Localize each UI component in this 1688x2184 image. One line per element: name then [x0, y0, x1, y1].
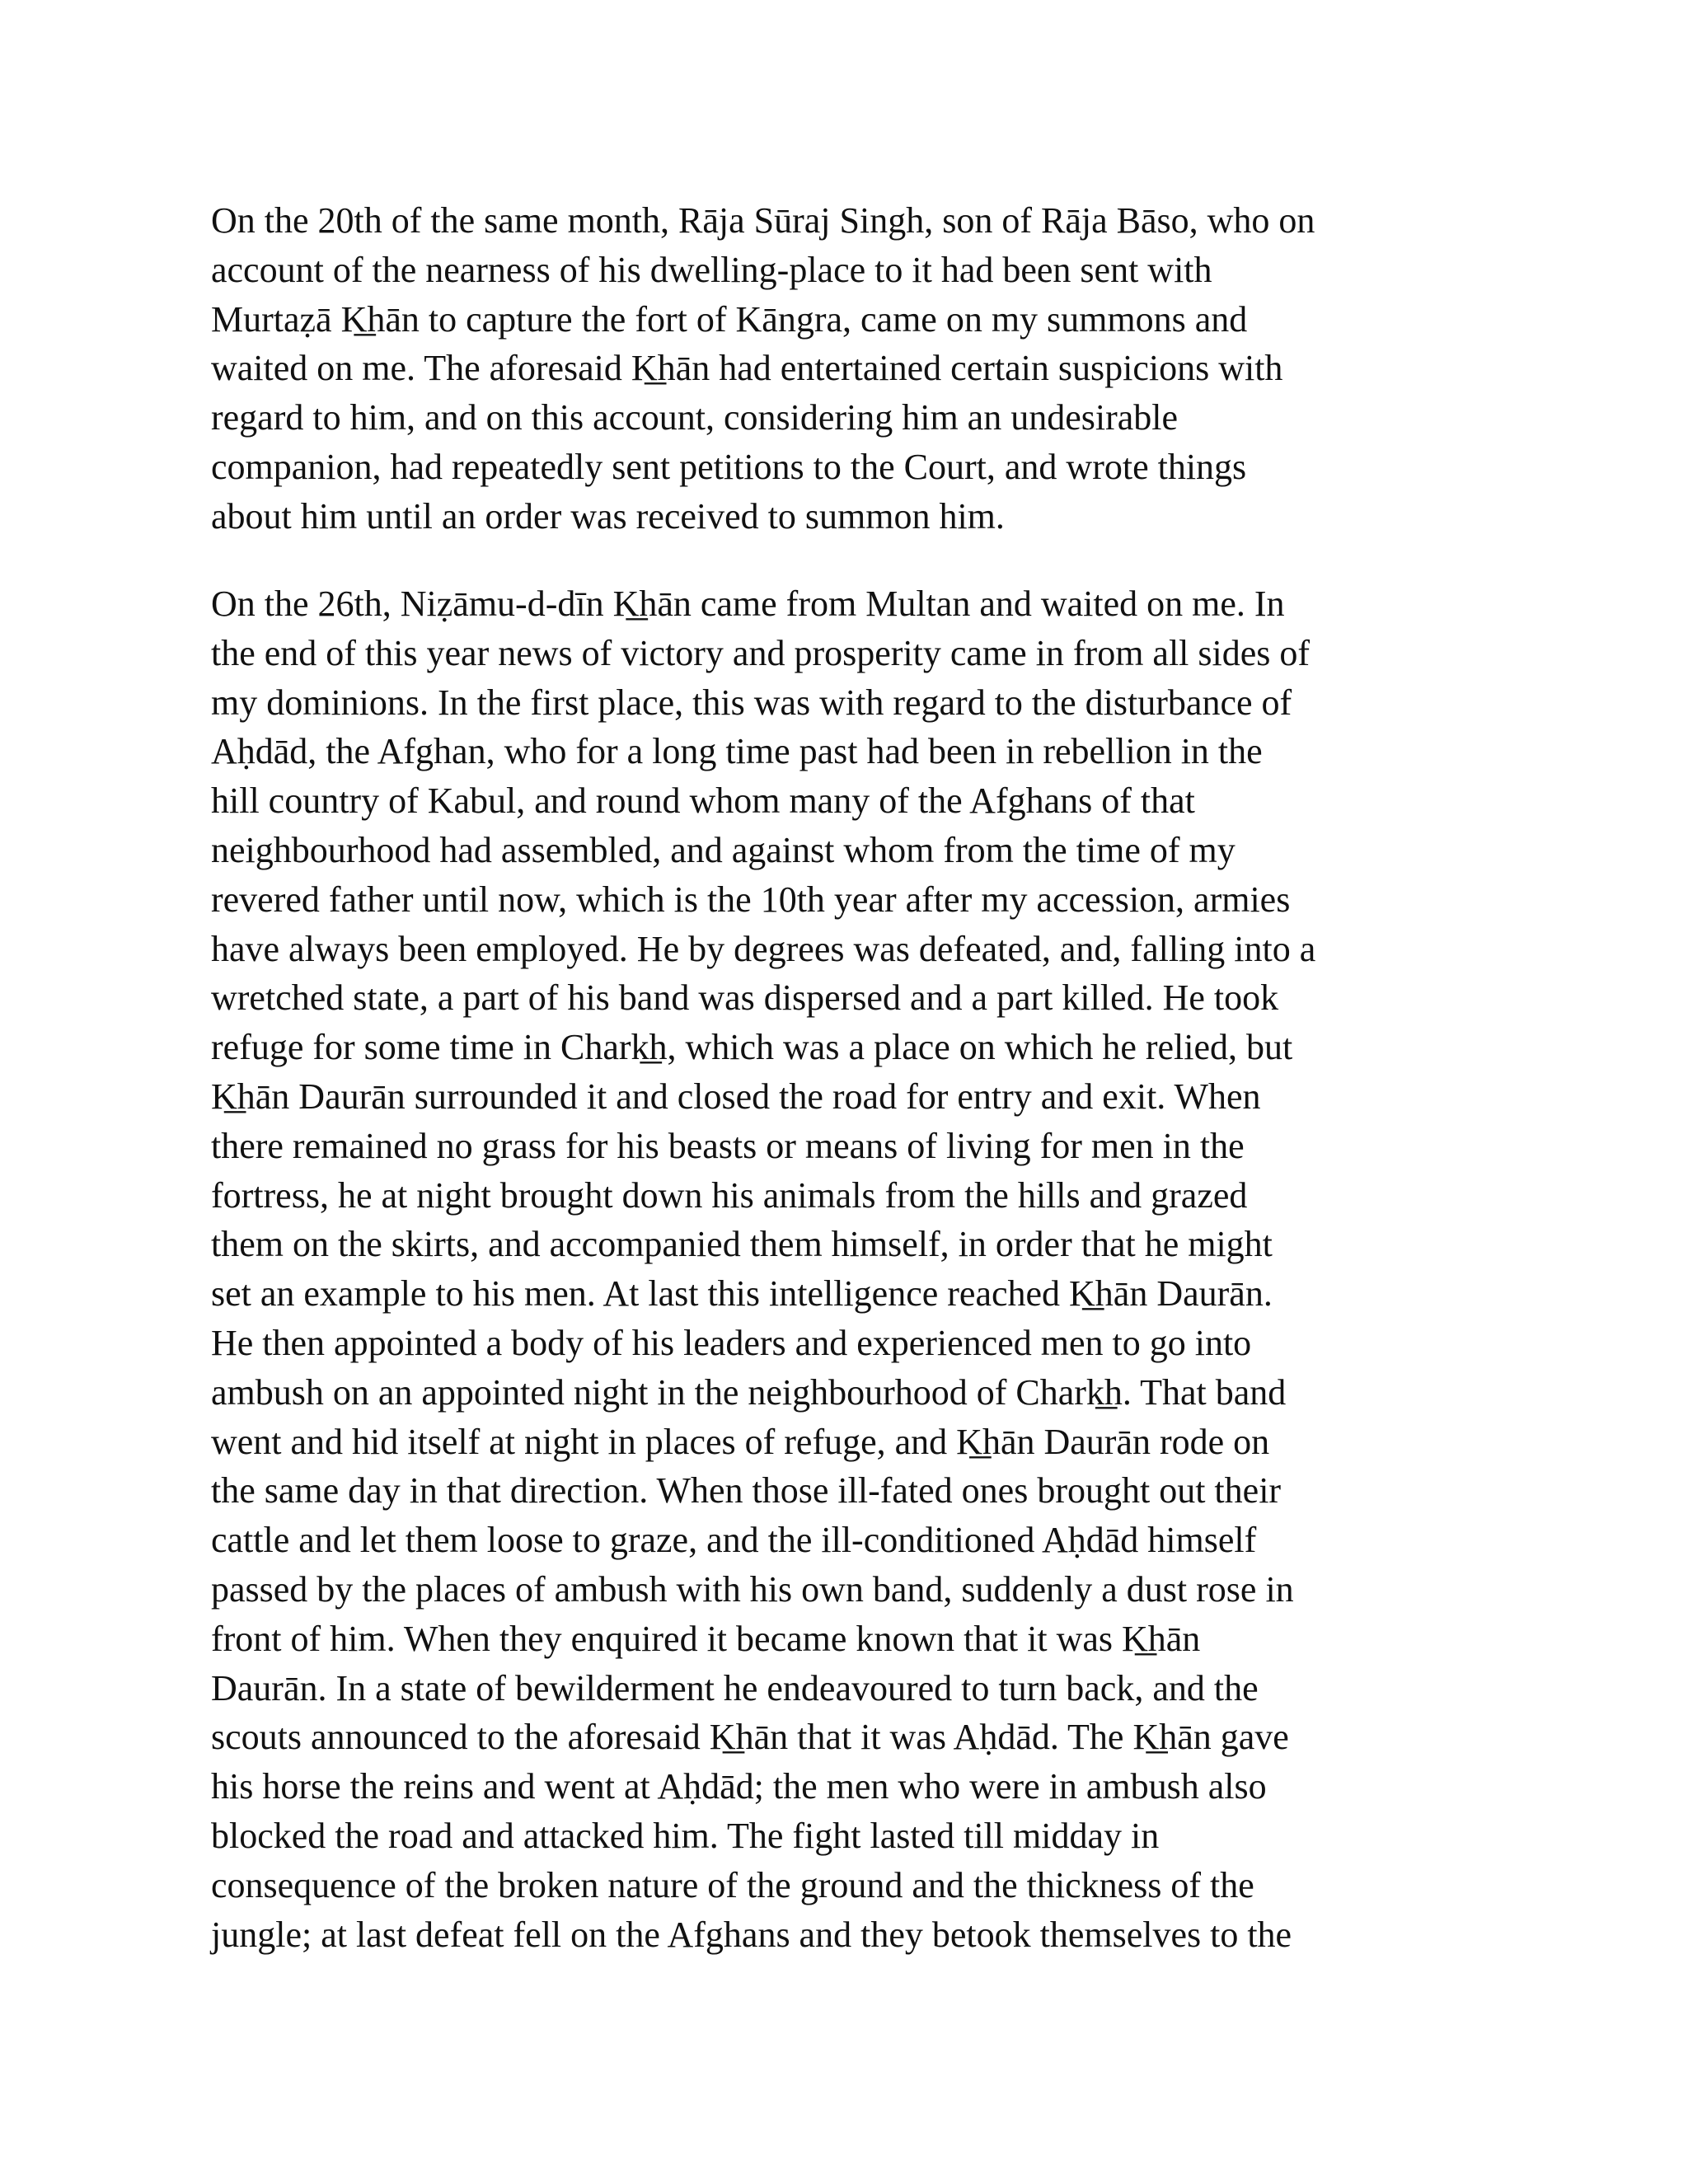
- text-line: the end of this year news of victory and prosperity came in from all sides of: [211, 632, 1311, 673]
- text-line: On the 26th, Niẓāmu-d-dīn K͟hān came from Multan and waited on me. In: [211, 583, 1285, 624]
- text-line: front of him. When they enquired it became known that it was K͟hān: [211, 1618, 1201, 1659]
- text-line: K͟hān Daurān surrounded it and closed the road for entry and exit. When: [211, 1076, 1261, 1117]
- text-line: refuge for some time in Chark͟h, which was a place on which he relied, but: [211, 1027, 1293, 1068]
- text-line: cattle and let them loose to graze, and the ill-conditioned Aḥdād himself: [211, 1520, 1257, 1561]
- text-line: account of the nearness of his dwelling-place to it had been sent with: [211, 249, 1212, 290]
- text-line: He then appointed a body of his leaders and experienced men to go into: [211, 1322, 1252, 1363]
- text-line: ambush on an appointed night in the neighbourhood of Chark͟h. That band: [211, 1371, 1287, 1413]
- paragraph-1: [211, 196, 1480, 541]
- text-line: consequence of the broken nature of the ground and the thickness of the: [211, 1864, 1254, 1905]
- text-line: about him until an order was received to summon him.: [211, 495, 1005, 537]
- text-line: scouts announced to the aforesaid K͟hān that it was Aḥdād. The K͟hān gave: [211, 1717, 1289, 1758]
- text-line: have always been employed. He by degrees was defeated, and, falling into a: [211, 928, 1316, 969]
- text-line: On the 20th of the same month, Rāja Sūraj Singh, son of Rāja Bāso, who on: [211, 200, 1315, 241]
- text-line: jungle; at last defeat fell on the Afghans and they betook themselves to the: [211, 1914, 1292, 1955]
- text-line: his horse the reins and went at Aḥdād; the men who were in ambush also: [211, 1766, 1267, 1807]
- text-line: the same day in that direction. When those ill-fated ones brought out their: [211, 1470, 1282, 1511]
- text-line: there remained no grass for his beasts or means of living for men in the: [211, 1125, 1245, 1166]
- text-line: companion, had repeatedly sent petitions to the Court, and wrote things: [211, 446, 1247, 487]
- text-line: set an example to his men. At last this intelligence reached K͟hān Daurān.: [211, 1273, 1273, 1315]
- text-line: waited on me. The aforesaid K͟hān had entertained certain suspicions with: [211, 348, 1283, 389]
- text-line: revered father until now, which is the 10th year after my accession, armies: [211, 879, 1291, 920]
- text-line: Aḥdād, the Afghan, who for a long time past had been in rebellion in the: [211, 731, 1263, 772]
- text-line: neighbourhood had assembled, and against whom from the time of my: [211, 829, 1236, 870]
- text-line: them on the skirts, and accompanied them himself, in order that he might: [211, 1224, 1273, 1265]
- text-line: went and hid itself at night in places of refuge, and K͟hān Daurān rode on: [211, 1421, 1270, 1462]
- text-line: hill country of Kabul, and round whom many of the Afghans of that: [211, 780, 1195, 822]
- text-line: regard to him, and on this account, considering him an undesirable: [211, 397, 1179, 438]
- text-line: passed by the places of ambush with his own band, suddenly a dust rose in: [211, 1568, 1294, 1610]
- text-line: Daurān. In a state of bewilderment he endeavoured to turn back, and the: [211, 1667, 1259, 1708]
- text-line: blocked the road and attacked him. The fight lasted till midday in: [211, 1815, 1160, 1856]
- text-line: my dominions. In the first place, this was with regard to the disturbance of: [211, 682, 1292, 723]
- text-line: Murtaẓā K͟hān to capture the fort of Kāngra, came on my summons and: [211, 298, 1248, 340]
- paragraph-2: [211, 579, 1480, 1959]
- text-line: fortress, he at night brought down his animals from the hills and grazed: [211, 1174, 1248, 1216]
- text-line: wretched state, a part of his band was dispersed and a part killed. He took: [211, 977, 1279, 1019]
